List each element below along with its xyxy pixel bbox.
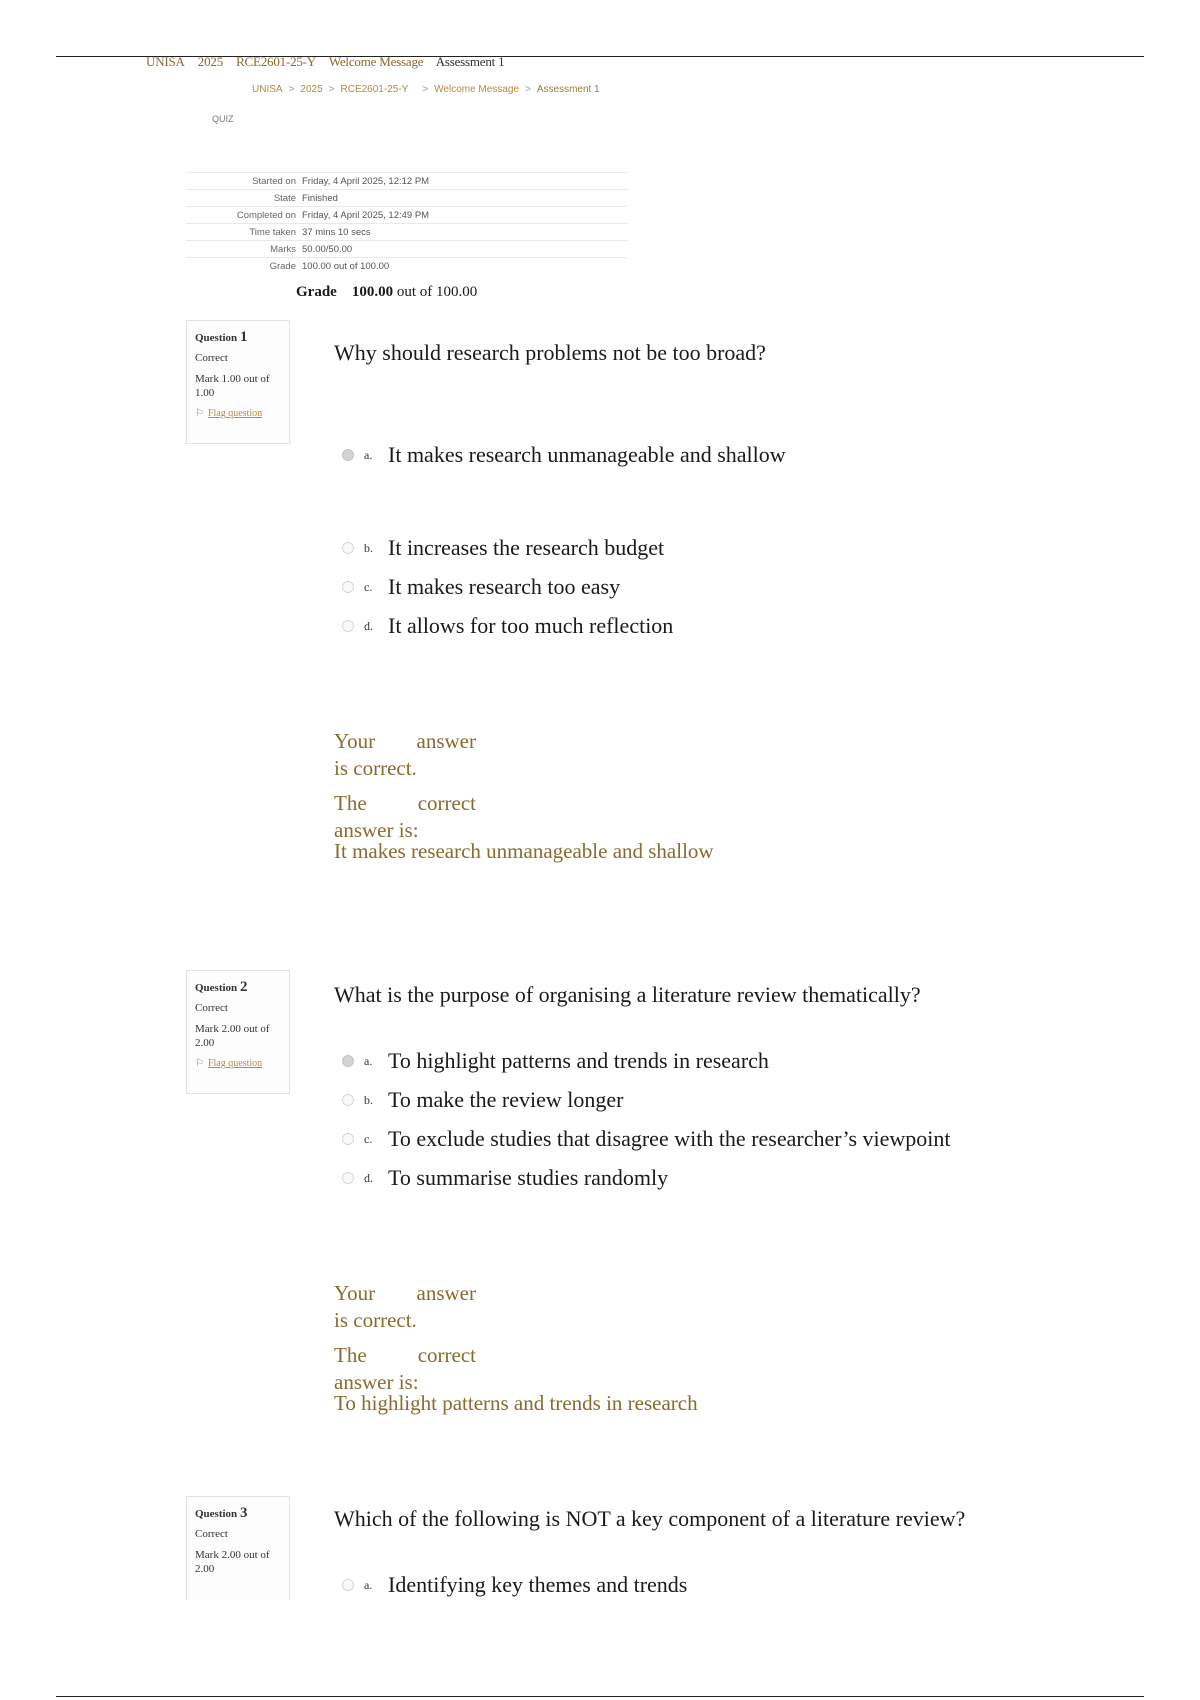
summary-row [186, 257, 628, 274]
question-mark: Mark 2.00 out of 2.00 [195, 1549, 270, 1575]
page-bottom-rule [56, 1696, 1144, 1697]
summary-value: Friday, 4 April 2025, 12:12 PM [302, 175, 430, 187]
summary-value: 37 mins 10 secs [302, 226, 371, 238]
radio-button[interactable] [342, 1094, 354, 1106]
summary-row [186, 172, 628, 189]
feedback-correct-text: is correct. [334, 756, 417, 780]
option-text[interactable]: Identifying key themes and trends [388, 1572, 688, 1597]
question-word: Question [195, 332, 238, 344]
clipped-navigation-bar [146, 54, 514, 70]
feedback-word: Your [334, 729, 376, 753]
clip-nav-item[interactable]: UNISA [146, 54, 185, 69]
option-letter: a. [364, 1053, 373, 1068]
grade-value: 100.00 [351, 284, 394, 300]
option-text[interactable]: To exclude studies that disagree with the researcher’s viewpoint [388, 1126, 951, 1151]
clip-nav-item[interactable]: Assessment 1 [435, 54, 505, 69]
answer-feedback [334, 728, 714, 865]
breadcrumb-item[interactable]: RCE2601-25-Y [340, 84, 409, 95]
option-text[interactable]: It allows for too much reflection [388, 613, 674, 638]
question-info-box [186, 1496, 290, 1600]
flag-question-link[interactable] [195, 408, 281, 419]
summary-label: State [273, 192, 296, 204]
summary-row [186, 223, 628, 240]
breadcrumb-item[interactable]: 2025 [300, 84, 323, 95]
option-letter: c. [364, 579, 373, 594]
answer-feedback [334, 1280, 698, 1417]
correct-answer-text: To highlight patterns and trends in research [334, 1391, 698, 1415]
breadcrumb-item[interactable]: Welcome Message [434, 84, 520, 95]
summary-row [186, 240, 628, 257]
feedback-word: correct [417, 1343, 476, 1367]
question-text: What is the purpose of organising a literature review thematically? [334, 982, 921, 1007]
question-word: Question [195, 982, 238, 994]
feedback-word: answer [416, 1281, 476, 1305]
summary-label: Marks [270, 243, 296, 255]
question-number-value: 2 [239, 979, 248, 995]
summary-label: Completed on [236, 209, 296, 221]
summary-value: Finished [302, 192, 338, 204]
flag-question-label[interactable]: Flag question [207, 408, 263, 419]
feedback-word: The [334, 1343, 367, 1367]
option-letter: d. [364, 618, 373, 633]
summary-row [186, 206, 628, 223]
option-letter: a. [364, 1577, 373, 1592]
option-letter: c. [364, 1131, 373, 1146]
question-info-box [186, 320, 290, 444]
answer-option[interactable] [342, 574, 620, 600]
attempt-summary-table [186, 172, 628, 274]
flag-question-link[interactable] [195, 1058, 281, 1069]
breadcrumb-separator: > [422, 84, 429, 95]
feedback-word: Your [334, 1281, 376, 1305]
answer-option[interactable] [342, 442, 786, 468]
feedback-word: correct [417, 791, 476, 815]
answer-option[interactable] [342, 1165, 668, 1191]
grade-suffix: out of 100.00 [396, 284, 478, 300]
option-text[interactable]: To make the review longer [388, 1087, 624, 1112]
breadcrumb-item[interactable]: UNISA [252, 84, 283, 95]
summary-label: Time taken [249, 226, 296, 238]
answer-option[interactable] [342, 1048, 769, 1074]
option-text[interactable]: It makes research too easy [388, 574, 621, 599]
radio-button[interactable] [342, 1172, 354, 1184]
summary-row [186, 189, 628, 206]
question-state: Correct [195, 352, 228, 364]
radio-button-selected[interactable] [342, 449, 354, 461]
summary-label: Started on [252, 175, 296, 187]
question-info-box [186, 970, 290, 1094]
question-text: Why should research problems not be too broad? [334, 340, 766, 365]
grade-label: Grade [296, 284, 337, 300]
question-number [195, 329, 281, 346]
question-number-value: 1 [239, 329, 248, 345]
question-text: Which of the following is NOT a key component of a literature review? [334, 1506, 966, 1531]
radio-button[interactable] [342, 620, 354, 632]
breadcrumb-current[interactable]: Assessment 1 [536, 84, 600, 95]
radio-button[interactable] [342, 581, 354, 593]
flag-question-label[interactable]: Flag question [207, 1058, 263, 1069]
feedback-answer-is: answer is: [334, 1370, 419, 1394]
option-text[interactable]: It increases the research budget [388, 535, 665, 560]
breadcrumb-separator: > [525, 84, 531, 95]
option-text[interactable]: To summarise studies randomly [388, 1165, 669, 1190]
answer-option[interactable] [342, 1087, 623, 1113]
answer-option[interactable] [342, 1572, 687, 1598]
question-mark: Mark 1.00 out of 1.00 [195, 373, 270, 399]
question-number-value: 3 [239, 1505, 248, 1521]
option-letter: b. [364, 1092, 373, 1107]
radio-button[interactable] [342, 542, 354, 554]
radio-button[interactable] [342, 1579, 354, 1591]
answer-option[interactable] [342, 535, 664, 561]
clip-nav-item[interactable]: 2025 [197, 54, 223, 69]
quiz-label: QUIZ [212, 114, 234, 124]
breadcrumb [252, 84, 600, 95]
option-letter: d. [364, 1170, 373, 1185]
option-text[interactable]: To highlight patterns and trends in research [388, 1048, 769, 1073]
correct-answer-text: It makes research unmanageable and shallow [334, 839, 714, 863]
summary-value: Friday, 4 April 2025, 12:49 PM [302, 209, 430, 221]
question-number [195, 1505, 281, 1522]
breadcrumb-separator: > [328, 84, 335, 95]
feedback-word: answer [416, 729, 476, 753]
clip-nav-item[interactable]: RCE2601-25-Y [236, 54, 316, 69]
grade-summary [296, 284, 477, 301]
flag-icon: ⚐ [195, 408, 204, 419]
feedback-answer-is: answer is: [334, 818, 419, 842]
radio-button-selected[interactable] [342, 1055, 354, 1067]
option-text[interactable]: It makes research unmanageable and shallow [388, 442, 786, 467]
breadcrumb-separator: > [288, 84, 295, 95]
summary-value: 50.00/50.00 [302, 243, 353, 255]
option-letter: b. [364, 540, 373, 555]
flag-icon: ⚐ [195, 1058, 204, 1069]
answer-option[interactable] [342, 613, 673, 639]
clip-nav-item[interactable]: Welcome Message [328, 54, 424, 69]
summary-label: Grade [269, 260, 296, 272]
summary-value: 100.00 out of 100.00 [302, 260, 390, 272]
radio-button[interactable] [342, 1133, 354, 1145]
question-number [195, 979, 281, 996]
option-letter: a. [364, 447, 373, 462]
feedback-word: The [334, 791, 367, 815]
question-word: Question [195, 1508, 238, 1520]
question-state: Correct [195, 1528, 228, 1540]
answer-option[interactable] [342, 1126, 951, 1152]
question-mark: Mark 2.00 out of 2.00 [195, 1023, 270, 1049]
feedback-correct-text: is correct. [334, 1308, 417, 1332]
question-state: Correct [195, 1002, 228, 1014]
